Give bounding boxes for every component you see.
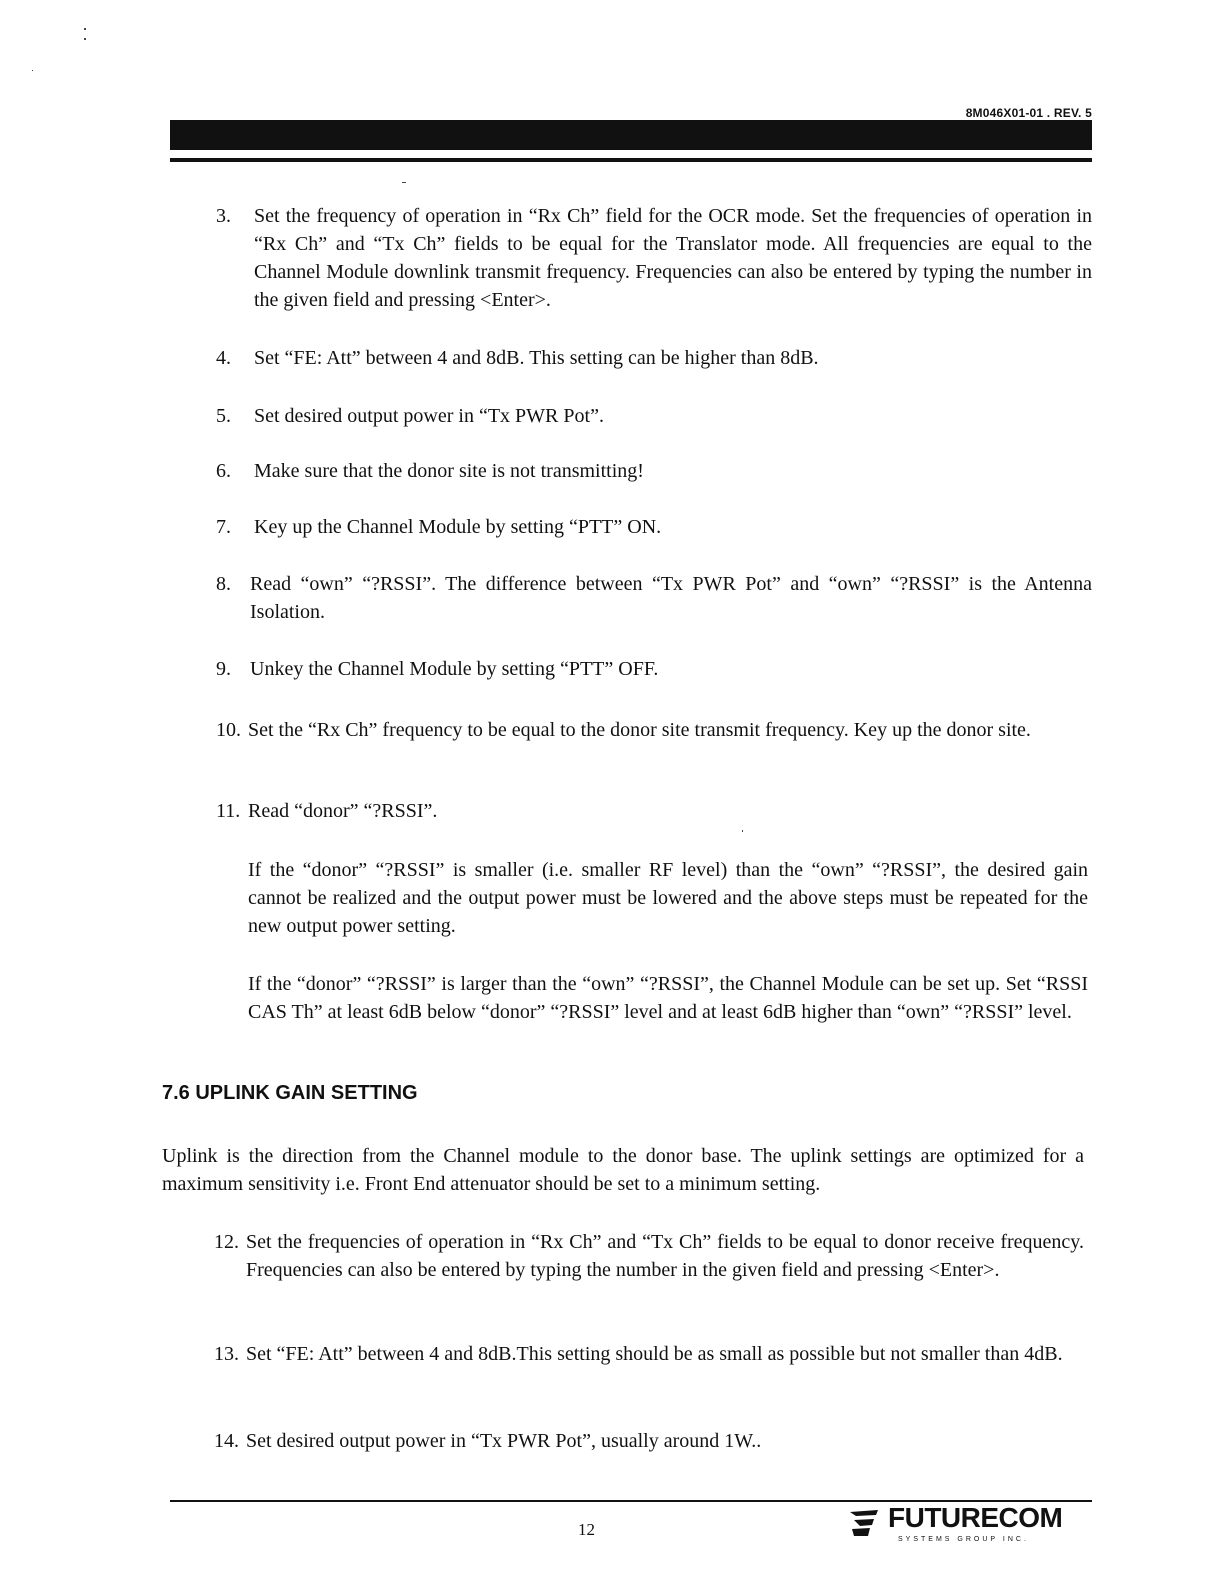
list-item bbox=[216, 457, 1092, 485]
list-item bbox=[216, 202, 1092, 314]
note-paragraph: If the “donor” “?RSSI” is smaller (i.e. smaller RF level) than the “own” “?RSSI”, the desired gain cannot be realized and the output power must be lowered and the above steps must be repeated for the new output power setting. bbox=[248, 859, 1088, 937]
step-number: 3. bbox=[216, 205, 231, 227]
list-item bbox=[216, 344, 1092, 372]
step-text: Set “FE: Att” between 4 and 8dB.This setting should be as small as possible but not smaller than 4dB. bbox=[246, 1343, 1063, 1365]
step-text: Unkey the Channel Module by setting “PTT” OFF. bbox=[250, 658, 659, 680]
step-text: Set desired output power in “Tx PWR Pot”. bbox=[254, 405, 604, 427]
step-number: 4. bbox=[216, 347, 231, 369]
list-item bbox=[216, 655, 1092, 683]
step-number: 7. bbox=[216, 516, 231, 538]
step-number: 10. bbox=[216, 719, 241, 741]
note-paragraph: If the “donor” “?RSSI” is larger than the “own” “?RSSI”, the Channel Module can be set up. Set “RSSI CAS Th” at least 6dB below “donor” “?RSSI” level and at least 6dB higher than “own” “?RSSI” level. bbox=[248, 973, 1088, 1023]
step-text: Key up the Channel Module by setting “PTT” ON. bbox=[254, 516, 662, 538]
list-item bbox=[214, 1427, 1084, 1455]
company-logo bbox=[848, 1502, 1078, 1546]
list-item bbox=[216, 716, 1092, 744]
list-item bbox=[216, 402, 1092, 430]
list-item bbox=[214, 1228, 1084, 1284]
list-item bbox=[216, 513, 1092, 541]
step-text: Set desired output power in “Tx PWR Pot”, usually around 1W.. bbox=[246, 1430, 762, 1452]
step-text: Read “own” “?RSSI”. The difference between “Tx PWR Pot” and “own” “?RSSI” is the Antenna Isolation. bbox=[250, 573, 1092, 623]
step-number: 13. bbox=[214, 1343, 239, 1365]
step-text: Set the “Rx Ch” frequency to be equal to the donor site transmit frequency. Key up the donor site. bbox=[248, 719, 1031, 741]
logo-subtitle: SYSTEMS GROUP INC. bbox=[898, 1536, 1029, 1543]
list-item bbox=[214, 1340, 1084, 1368]
logo-text: FUTURECOM bbox=[888, 1502, 1063, 1533]
step-number: 6. bbox=[216, 460, 231, 482]
step-number: 14. bbox=[214, 1430, 239, 1452]
header-bar bbox=[170, 120, 1092, 150]
step-text: Set “FE: Att” between 4 and 8dB. This setting can be higher than 8dB. bbox=[254, 347, 819, 369]
step-text: Set the frequencies of operation in “Rx Ch” and “Tx Ch” fields to be equal to donor receive frequency. Frequencies can also be entered by typing the number in the given field and pressing <Enter>. bbox=[246, 1231, 1084, 1281]
step-text: Set the frequency of operation in “Rx Ch” field for the OCR mode. Set the frequencies of operation in “Rx Ch” and “Tx Ch” fields to be equal for the Translator mode. All frequencies are equal to the Channel Module downlink transmit frequency. Frequencies can also be entered by typing the number in the given field and pressing <Enter>. bbox=[254, 205, 1092, 311]
logo-mark-icon bbox=[848, 1508, 880, 1538]
header-rule bbox=[170, 158, 1092, 162]
step-text: Make sure that the donor site is not transmitting! bbox=[254, 460, 644, 482]
list-item bbox=[216, 570, 1092, 626]
document-id: 8M046X01-01 . REV. 5 bbox=[965, 106, 1092, 120]
step-number: 5. bbox=[216, 405, 231, 427]
page-number: 12 bbox=[578, 1520, 595, 1539]
step-number: 12. bbox=[214, 1231, 239, 1253]
step-text: Read “donor” “?RSSI”. bbox=[248, 800, 438, 822]
step-number: 8. bbox=[216, 573, 231, 595]
section-intro: Uplink is the direction from the Channel module to the donor base. The uplink settings are optimized for a maximum sensitivity i.e. Front End attenuator should be set to a minimum setting. bbox=[162, 1145, 1084, 1195]
section-heading: 7.6 UPLINK GAIN SETTING bbox=[162, 1082, 418, 1104]
list-item bbox=[216, 797, 1092, 825]
step-number: 11. bbox=[216, 800, 241, 822]
step-number: 9. bbox=[216, 658, 231, 680]
